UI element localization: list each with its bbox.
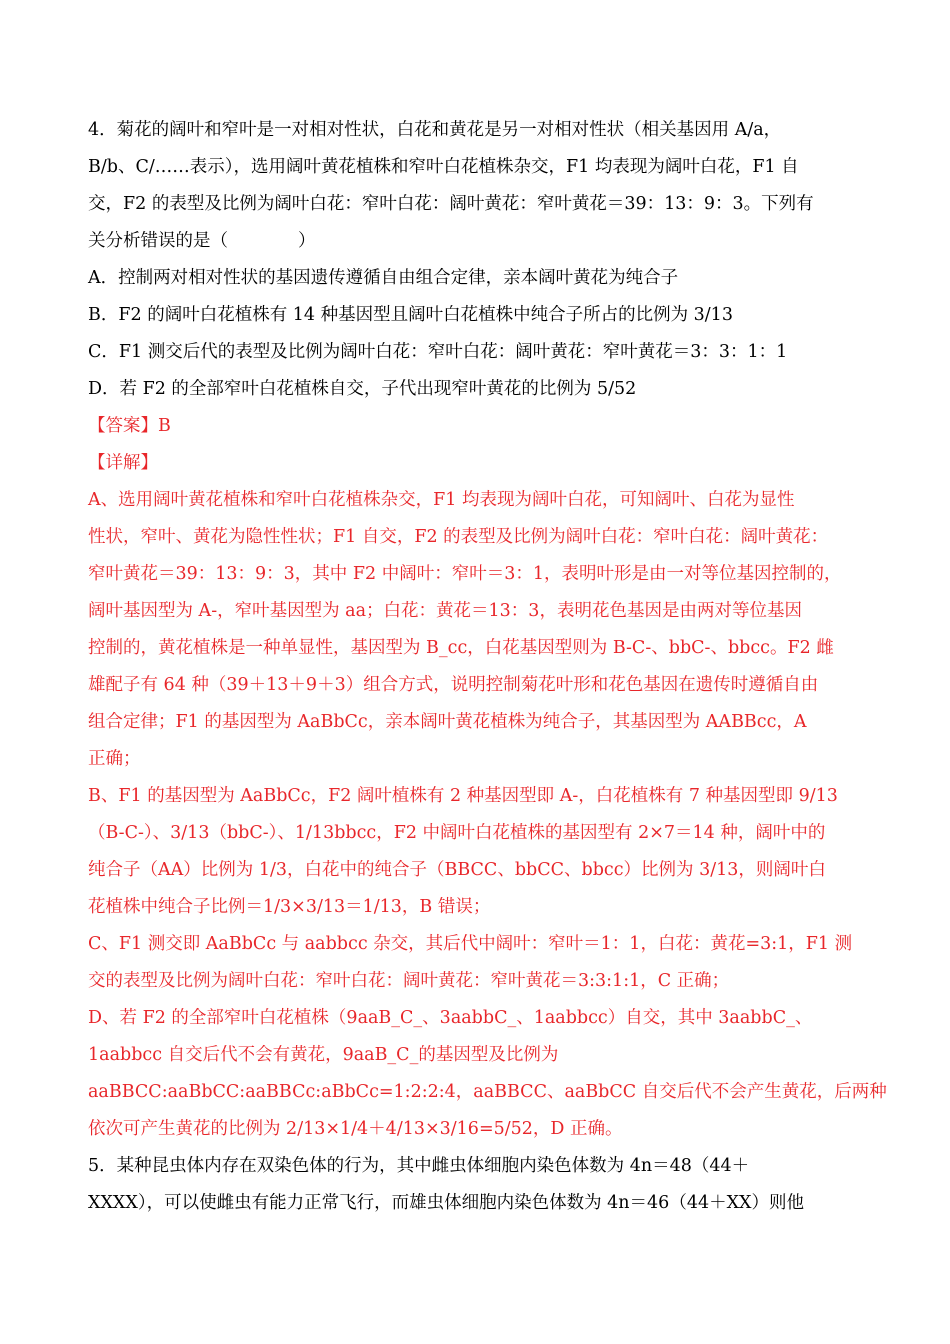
option-b: B．F2 的阔叶白花植株有 14 种基因型且阔叶白花植株中纯合子所占的比例为 3/13: [88, 305, 733, 325]
question-5: [88, 1148, 878, 1222]
detail-line: 依次可产生黄花的比例为 2/13×1/4＋4/13×3/16=5/52，D 正确。: [88, 1119, 623, 1139]
detail-line: B、F1 的基因型为 AaBbCc，F2 阔叶植株有 2 种基因型即 A-，白花植株有 7 种基因型即 9/13: [88, 786, 838, 806]
detail-line: （B-C-）、3/13（bbC-）、1/13bbcc，F2 中阔叶白花植株的基因型有 2×7＝14 种，阔叶中的: [88, 823, 826, 843]
option-c: C．F1 测交后代的表型及比例为阔叶白花：窄叶白花：阔叶黄花：窄叶黄花＝3：3：1：1: [88, 342, 788, 362]
question-5-stem-line-2: XXXX），可以使雌虫有能力正常飞行，而雄虫体细胞内染色体数为 4n＝46（44＋XX）则他: [88, 1193, 805, 1213]
detail-line: 正确；: [88, 749, 141, 769]
document-page: [88, 112, 887, 1222]
detail-line: aaBBCC:aaBbCC:aaBBCc:aBbCc=1:2:2:4，aaBBCC、aaBbCC 自交后代不会产生黄花，后两种: [88, 1082, 887, 1102]
question-4-stem-line-3: 交，F2 的表型及比例为阔叶白花：窄叶白花：阔叶黄花：窄叶黄花＝39：13：9：3。下列有: [88, 194, 814, 214]
question-4-stem-line-2: B/b、C/……表示），选用阔叶黄花植株和窄叶白花植株杂交，F1 均表现为阔叶白花，F1 自: [88, 157, 799, 177]
option-d: D．若 F2 的全部窄叶白花植株自交，子代出现窄叶黄花的比例为 5/52: [88, 379, 637, 399]
detail-heading: 【详解】: [88, 453, 158, 473]
detail-explanation: [88, 482, 887, 1148]
detail-line: 性状，窄叶、黄花为隐性性状；F1 自交，F2 的表型及比例为阔叶白花：窄叶白花：阔叶黄花：: [88, 527, 829, 547]
detail-line: 花植株中纯合子比例＝1/3×3/13＝1/13，B 错误；: [88, 897, 491, 917]
detail-line: 控制的，黄花植株是一种单显性，基因型为 B_cc，白花基因型则为 B-C-、bbC-、bbcc。F2 雌: [88, 638, 834, 658]
detail-line: 组合定律；F1 的基因型为 AaBbCc，亲本阔叶黄花植株为纯合子，其基因型为 AABBcc，A: [88, 712, 807, 732]
question-5-stem-line-1: 5．某种昆虫体内存在双染色体的行为，其中雌虫体细胞内染色体数为 4n＝48（44＋: [88, 1156, 750, 1176]
detail-line: 雄配子有 64 种（39＋13＋9＋3）组合方式，说明控制菊花叶形和花色基因在遗传时遵循自由: [88, 675, 819, 695]
detail-line: 纯合子（AA）比例为 1/3，白花中的纯合子（BBCC、bbCC、bbcc）比例为 3/13，则阔叶白: [88, 860, 826, 880]
question-4-stem-line-4: 关分析错误的是（ ）: [88, 231, 316, 251]
detail-line: 阔叶基因型为 A-，窄叶基因型为 aa；白花：黄花＝13：3，表明花色基因是由两对等位基因: [88, 601, 802, 621]
answer-label: 【答案】B: [88, 416, 171, 436]
detail-line: A、选用阔叶黄花植株和窄叶白花植株杂交，F1 均表现为阔叶白花，可知阔叶、白花为显性: [88, 490, 795, 510]
question-4: [88, 112, 887, 1148]
detail-line: 窄叶黄花＝39：13：9：3，其中 F2 中阔叶：窄叶＝3：1，表明叶形是由一对等位基因控制的，: [88, 564, 842, 584]
question-4-stem-line-1: 4．菊花的阔叶和窄叶是一对相对性状，白花和黄花是另一对相对性状（相关基因用 A/a，: [88, 120, 782, 140]
detail-line: D、若 F2 的全部窄叶白花植株（9aaB_C_、3aabbC_、1aabbcc）自交，其中 3aabbC_、: [88, 1008, 813, 1028]
option-a: A．控制两对相对性状的基因遗传遵循自由组合定律，亲本阔叶黄花为纯合子: [88, 268, 679, 288]
detail-line: 1aabbcc 自交后代不会有黄花，9aaB_C_的基因型及比例为: [88, 1045, 559, 1065]
detail-line: 交的表型及比例为阔叶白花：窄叶白花：阔叶黄花：窄叶黄花＝3:3:1:1，C 正确；: [88, 971, 730, 991]
detail-line: C、F1 测交即 AaBbCc 与 aabbcc 杂交，其后代中阔叶：窄叶＝1：1，白花：黄花=3:1，F1 测: [88, 934, 853, 954]
